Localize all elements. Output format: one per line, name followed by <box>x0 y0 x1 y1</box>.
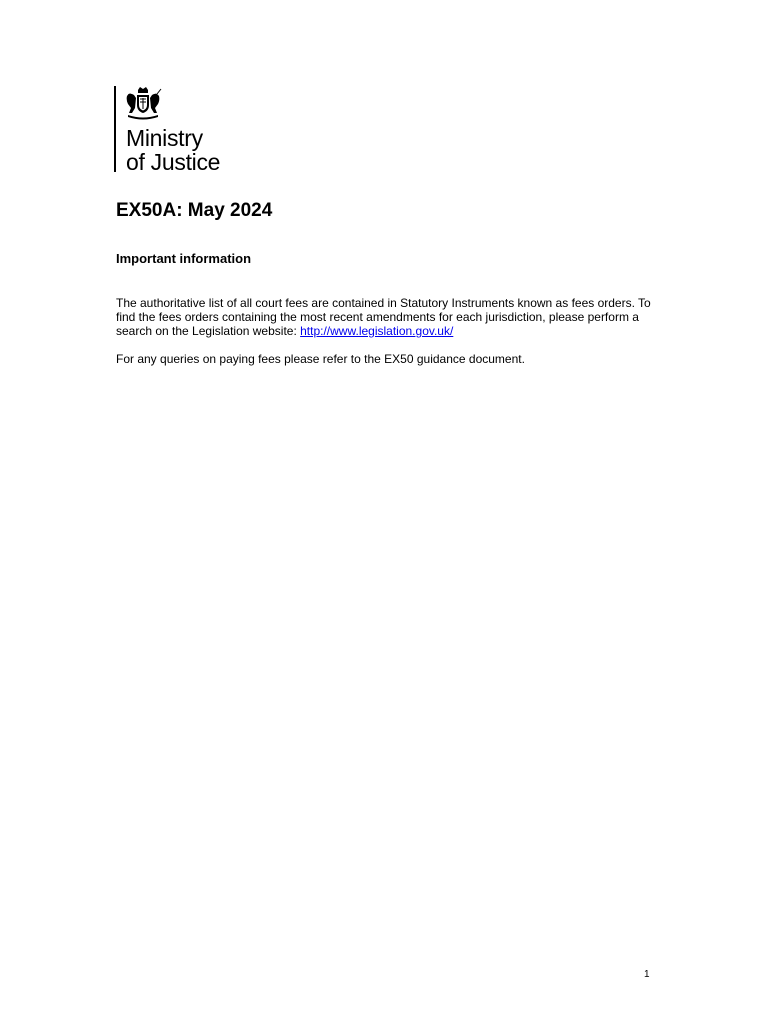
page-title: EX50A: May 2024 <box>116 200 273 221</box>
fees-orders-paragraph <box>116 296 656 338</box>
royal-coat-of-arms-icon <box>124 86 162 122</box>
fees-orders-text: The authoritative list of all court fees are contained in Statutory Instruments known as fees orders. To find the fees orders containing the most recent amendments for each jurisdiction, please perform a search on the Legislation website: <box>116 296 651 338</box>
legislation-website-link[interactable]: http://www.legislation.gov.uk/ <box>300 324 454 338</box>
logo-line-of-justice: of Justice <box>126 149 221 175</box>
logo-divider-bar <box>114 86 116 172</box>
section-heading: Important information <box>116 251 252 266</box>
page-number: 1 <box>644 969 650 980</box>
logo-line-ministry: Ministry <box>126 125 203 151</box>
queries-paragraph: For any queries on paying fees please refer to the EX50 guidance document. <box>116 352 525 366</box>
ministry-of-justice-logo <box>114 86 244 176</box>
logo-wordmark <box>126 126 220 174</box>
